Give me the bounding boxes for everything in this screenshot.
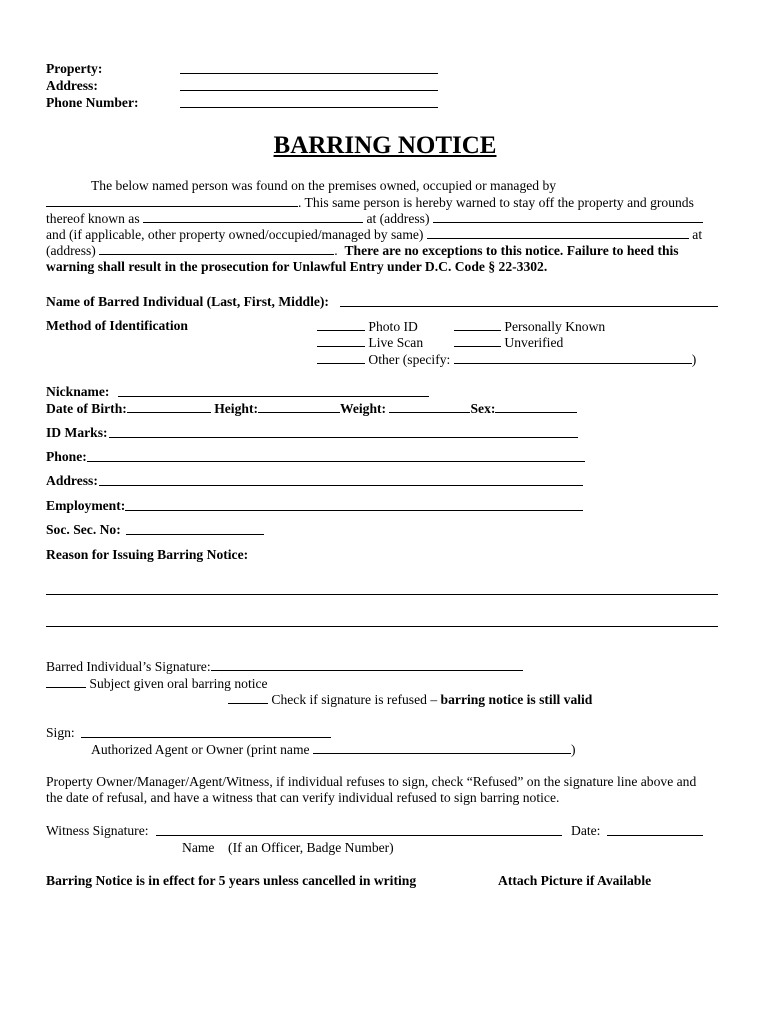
other-address-field[interactable]: [99, 242, 334, 255]
other-specify-field[interactable]: [454, 351, 692, 364]
barred-signature-row: Barred Individual’s Signature:: [46, 658, 523, 675]
ssn-label: Soc. Sec. No:: [46, 522, 121, 537]
oral-notice-checkline[interactable]: [46, 675, 86, 688]
sex-field[interactable]: [495, 400, 577, 413]
weight-field[interactable]: [389, 400, 470, 413]
agent-row: Authorized Agent or Owner (print name ): [91, 742, 576, 757]
employment-label: Employment:: [46, 498, 126, 513]
photo-id-checkline[interactable]: [317, 318, 365, 331]
nickname-label: Nickname:: [46, 384, 110, 399]
intro-line-2: . This same person is hereby warned to stay off the property and grounds: [46, 194, 694, 211]
agent-name-field[interactable]: [313, 741, 571, 754]
attach-picture-note: Attach Picture if Available: [498, 873, 652, 888]
property-known-as-field[interactable]: [143, 210, 363, 223]
reason-line-2[interactable]: [46, 626, 718, 627]
instructions-line-2: the date of refusal, and have a witness that can verify individual refused to sign barring notice.: [46, 790, 560, 805]
phone-number-label: Phone Number:: [46, 95, 139, 110]
height-field[interactable]: [258, 400, 340, 413]
phone-field[interactable]: [87, 461, 585, 462]
owner-field[interactable]: [46, 194, 298, 207]
live-scan-checkline[interactable]: [317, 334, 365, 347]
other-property-field[interactable]: [427, 226, 689, 239]
intro-line-4: and (if applicable, other property owned/occupied/managed by same) at: [46, 227, 703, 242]
photo-id-option[interactable]: Photo ID: [317, 318, 418, 335]
employment-field[interactable]: [125, 510, 583, 511]
reason-label: Reason for Issuing Barring Notice:: [46, 547, 249, 562]
address-label: Address:: [46, 78, 98, 93]
oral-notice-row[interactable]: Subject given oral barring notice: [46, 675, 268, 692]
other-checkline[interactable]: [317, 351, 365, 364]
property-label: Property:: [46, 61, 103, 76]
intro-line-6: warning shall result in the prosecution for Unlawful Entry under D.C. Code § 22-3302.: [46, 259, 548, 274]
ssn-field[interactable]: [126, 534, 264, 535]
instructions-line-1: Property Owner/Manager/Agent/Witness, if individual refuses to sign, check “Refused” on the signature line above and: [46, 774, 697, 789]
unverified-checkline[interactable]: [454, 334, 501, 347]
address-detail-label: Address:: [46, 473, 98, 488]
barred-name-label: Name of Barred Individual (Last, First, Middle):: [46, 294, 329, 309]
physical-details-row: Date of Birth: Height: Weight: Sex:: [46, 400, 577, 417]
reason-line-1[interactable]: [46, 594, 718, 595]
method-of-id-label: Method of Identification: [46, 318, 188, 333]
effect-notice: Barring Notice is in effect for 5 years unless cancelled in writing: [46, 873, 417, 888]
address-detail-field[interactable]: [99, 485, 583, 486]
address-field[interactable]: [180, 90, 438, 91]
witness-signature-label: Witness Signature:: [46, 823, 149, 838]
barred-name-field[interactable]: [340, 306, 718, 307]
date-label: Date:: [571, 823, 601, 838]
page-title: BARRING NOTICE: [273, 132, 497, 159]
property-address-field[interactable]: [433, 210, 703, 223]
live-scan-option[interactable]: Live Scan: [317, 334, 423, 351]
phone-label: Phone:: [46, 449, 87, 464]
intro-line-5: (address) . There are no exceptions to this notice. Failure to heed this: [46, 243, 679, 258]
sign-label: Sign:: [46, 725, 75, 740]
refused-row[interactable]: Check if signature is refused – barring notice is still valid: [228, 691, 592, 708]
id-marks-field[interactable]: [109, 437, 578, 438]
unverified-option[interactable]: Unverified: [454, 334, 563, 351]
witness-name-note: Name (If an Officer, Badge Number): [182, 840, 394, 855]
personally-known-option[interactable]: Personally Known: [454, 318, 605, 335]
other-option[interactable]: Other (specify: ): [317, 351, 696, 368]
property-field[interactable]: [180, 73, 438, 74]
barred-signature-field[interactable]: [211, 658, 407, 671]
id-marks-label: ID Marks:: [46, 425, 108, 440]
sign-field[interactable]: [81, 737, 331, 738]
barred-signature-date-field[interactable]: [407, 658, 523, 671]
nickname-field[interactable]: [118, 396, 429, 397]
witness-signature-field[interactable]: [156, 835, 562, 836]
date-field[interactable]: [607, 835, 703, 836]
dob-field[interactable]: [127, 400, 211, 413]
personally-known-checkline[interactable]: [454, 318, 501, 331]
refused-checkline[interactable]: [228, 691, 268, 704]
phone-number-field[interactable]: [180, 107, 438, 108]
intro-line-1: The below named person was found on the premises owned, occupied or managed by: [91, 178, 557, 193]
intro-line-3: thereof known as at (address): [46, 210, 703, 227]
